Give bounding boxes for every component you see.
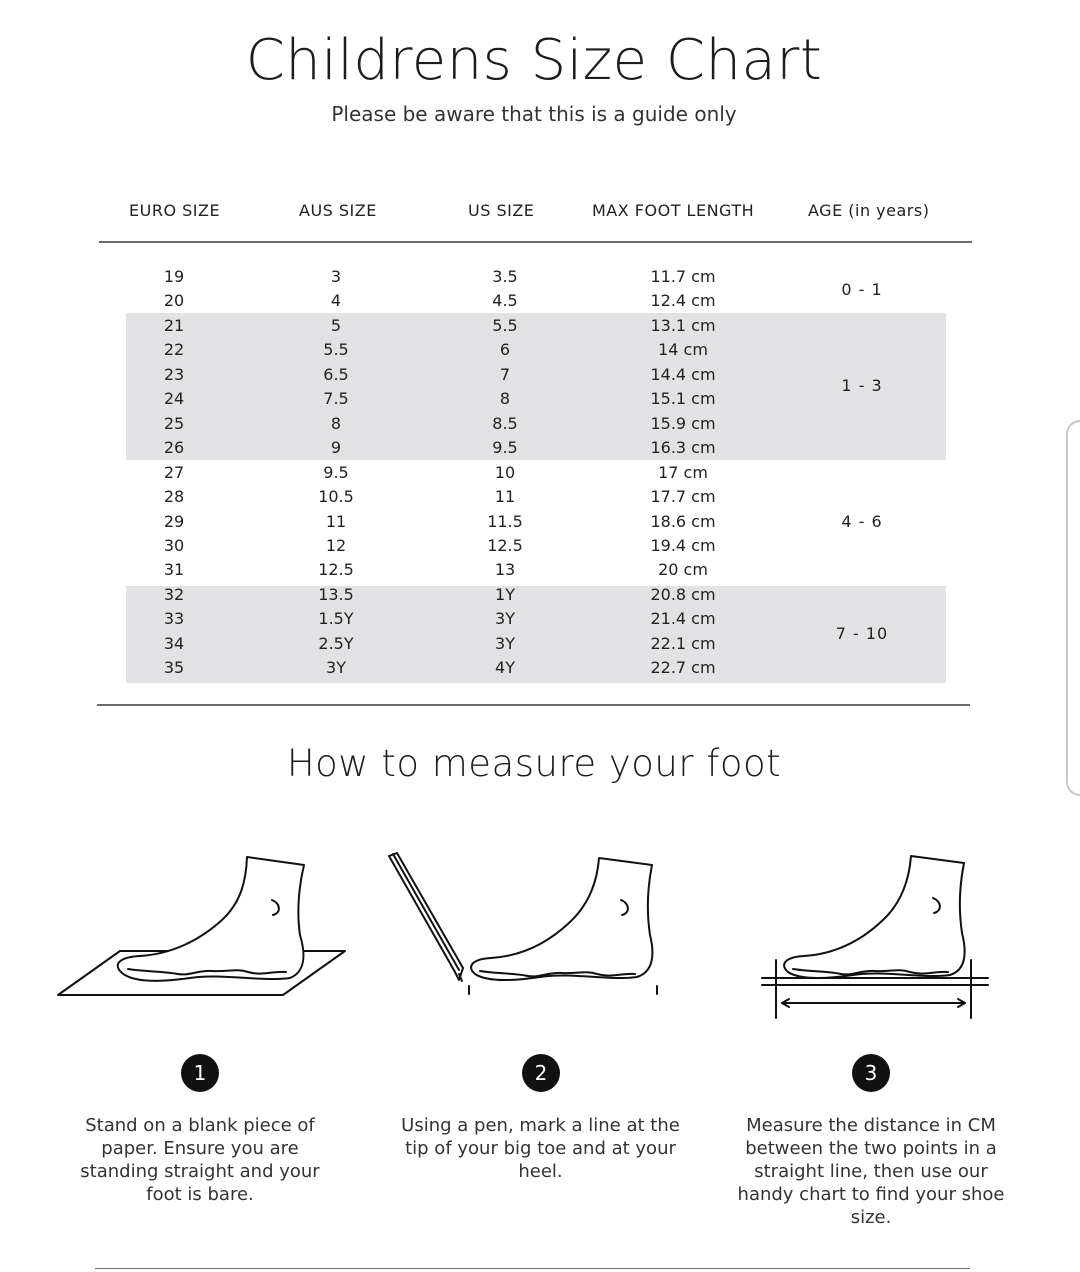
max-foot-length-cell: 14.4 cm (650, 364, 716, 384)
max-foot-length-cell: 19.4 cm (650, 535, 716, 555)
foot-measure-icon (758, 848, 998, 1023)
euro-size-cell: 24 (163, 389, 185, 409)
us-size-cell: 3.5 (492, 267, 518, 286)
table-row (0, 412, 1080, 437)
us-size-cell: 7 (499, 364, 511, 384)
us-size-cell: 4Y (495, 658, 515, 678)
euro-size-cell: 34 (163, 633, 185, 653)
max-foot-length-cell: 14 cm (658, 340, 708, 360)
measure-section-title: How to measure your foot (286, 742, 782, 785)
foot-on-paper-icon (50, 845, 360, 1005)
max-foot-length-cell: 13.1 cm (650, 315, 716, 335)
us-size-cell: 9.5 (492, 438, 518, 458)
header-divider (99, 241, 972, 243)
euro-size-cell: 29 (163, 511, 185, 531)
max-foot-length-cell: 12.4 cm (650, 291, 716, 311)
max-foot-length-cell: 15.1 cm (650, 389, 716, 409)
step-1-badge: 1 (181, 1054, 219, 1092)
table-row (0, 461, 1080, 486)
us-size-cell: 11.5 (487, 511, 523, 531)
side-scroll-handle[interactable] (1066, 420, 1080, 796)
us-size-cell: 10 (494, 462, 516, 482)
table-bottom-divider (97, 704, 970, 706)
table-row (0, 558, 1080, 583)
aus-size-cell: 2.5Y (318, 633, 354, 653)
max-foot-length-cell: 22.7 cm (650, 658, 716, 678)
table-row (0, 314, 1080, 339)
step-3-text: Measure the distance in CM between the two points in a straight line, then use our handy chart to find your shoe size. (737, 1115, 1005, 1228)
column-header-age: AGE (in years) (808, 201, 930, 220)
max-foot-length-cell: 20 cm (658, 560, 708, 580)
aus-size-cell: 3Y (326, 658, 346, 678)
aus-size-cell: 10.5 (318, 487, 354, 507)
us-size-cell: 5.5 (492, 315, 518, 335)
euro-size-cell: 19 (163, 267, 185, 286)
aus-size-cell: 11 (325, 511, 347, 531)
us-size-cell: 8.5 (492, 413, 518, 433)
table-row (0, 436, 1080, 461)
euro-size-cell: 21 (163, 315, 185, 335)
max-foot-length-cell: 18.6 cm (650, 511, 716, 531)
aus-size-cell: 6.5 (323, 364, 349, 384)
us-size-cell: 1Y (495, 584, 515, 604)
us-size-cell: 12.5 (487, 535, 523, 555)
column-header-euro: EURO SIZE (129, 201, 221, 220)
euro-size-cell: 30 (163, 535, 185, 555)
step-3-badge: 3 (852, 1054, 890, 1092)
euro-size-cell: 33 (163, 609, 185, 629)
age-group-label: 1 - 3 (841, 376, 883, 395)
step-2-text: Using a pen, mark a line at the tip of your big toe and at your heel. (401, 1115, 680, 1182)
us-size-cell: 4.5 (492, 291, 518, 311)
euro-size-cell: 28 (163, 487, 185, 507)
max-foot-length-cell: 15.9 cm (650, 413, 716, 433)
aus-size-cell: 7.5 (323, 389, 349, 409)
euro-size-cell: 25 (163, 413, 185, 433)
aus-size-cell: 12 (325, 535, 347, 555)
page-subtitle: Please be aware that this is a guide only (331, 102, 737, 126)
euro-size-cell: 26 (163, 438, 185, 458)
euro-size-cell: 23 (163, 364, 185, 384)
max-foot-length-cell: 17 cm (658, 462, 708, 482)
aus-size-cell: 5.5 (323, 340, 349, 360)
column-header-aus: AUS SIZE (299, 201, 377, 220)
max-foot-length-cell: 20.8 cm (650, 584, 716, 604)
step-1-text: Stand on a blank piece of paper. Ensure you are standing straight and your foot is bare. (80, 1115, 320, 1205)
euro-size-cell: 27 (163, 462, 185, 482)
step-2-badge: 2 (522, 1054, 560, 1092)
aus-size-cell: 12.5 (318, 560, 354, 580)
aus-size-cell: 8 (330, 413, 342, 433)
footer-divider (95, 1268, 970, 1269)
table-row (0, 583, 1080, 608)
table-row (0, 485, 1080, 510)
us-size-cell: 3Y (495, 609, 515, 629)
euro-size-cell: 32 (163, 584, 185, 604)
aus-size-cell: 9 (330, 438, 342, 458)
foot-with-pen-icon (385, 850, 675, 1000)
aus-size-cell: 1.5Y (318, 609, 354, 629)
age-group-label: 0 - 1 (841, 280, 883, 299)
age-group-label: 7 - 10 (835, 624, 889, 643)
euro-size-cell: 31 (163, 560, 185, 580)
aus-size-cell: 9.5 (323, 462, 349, 482)
table-row (0, 656, 1080, 681)
us-size-cell: 13 (494, 560, 516, 580)
max-foot-length-cell: 22.1 cm (650, 633, 716, 653)
aus-size-cell: 13.5 (318, 584, 354, 604)
euro-size-cell: 22 (163, 340, 185, 360)
us-size-cell: 11 (494, 487, 516, 507)
column-header-max-foot-length: MAX FOOT LENGTH (592, 201, 755, 220)
max-foot-length-cell: 21.4 cm (650, 609, 716, 629)
max-foot-length-cell: 17.7 cm (650, 487, 716, 507)
table-row (0, 534, 1080, 559)
aus-size-cell: 5 (330, 315, 342, 335)
column-header-us: US SIZE (468, 201, 535, 220)
max-foot-length-cell: 11.7 cm (650, 267, 716, 286)
us-size-cell: 6 (499, 340, 511, 360)
aus-size-cell: 4 (330, 291, 342, 311)
page-title: Childrens Size Chart (245, 28, 823, 93)
euro-size-cell: 35 (163, 658, 185, 678)
table-row (0, 338, 1080, 363)
max-foot-length-cell: 16.3 cm (650, 438, 716, 458)
age-group-label: 4 - 6 (841, 512, 883, 531)
aus-size-cell: 3 (330, 267, 342, 286)
us-size-cell: 8 (499, 389, 511, 409)
us-size-cell: 3Y (495, 633, 515, 653)
euro-size-cell: 20 (163, 291, 185, 311)
